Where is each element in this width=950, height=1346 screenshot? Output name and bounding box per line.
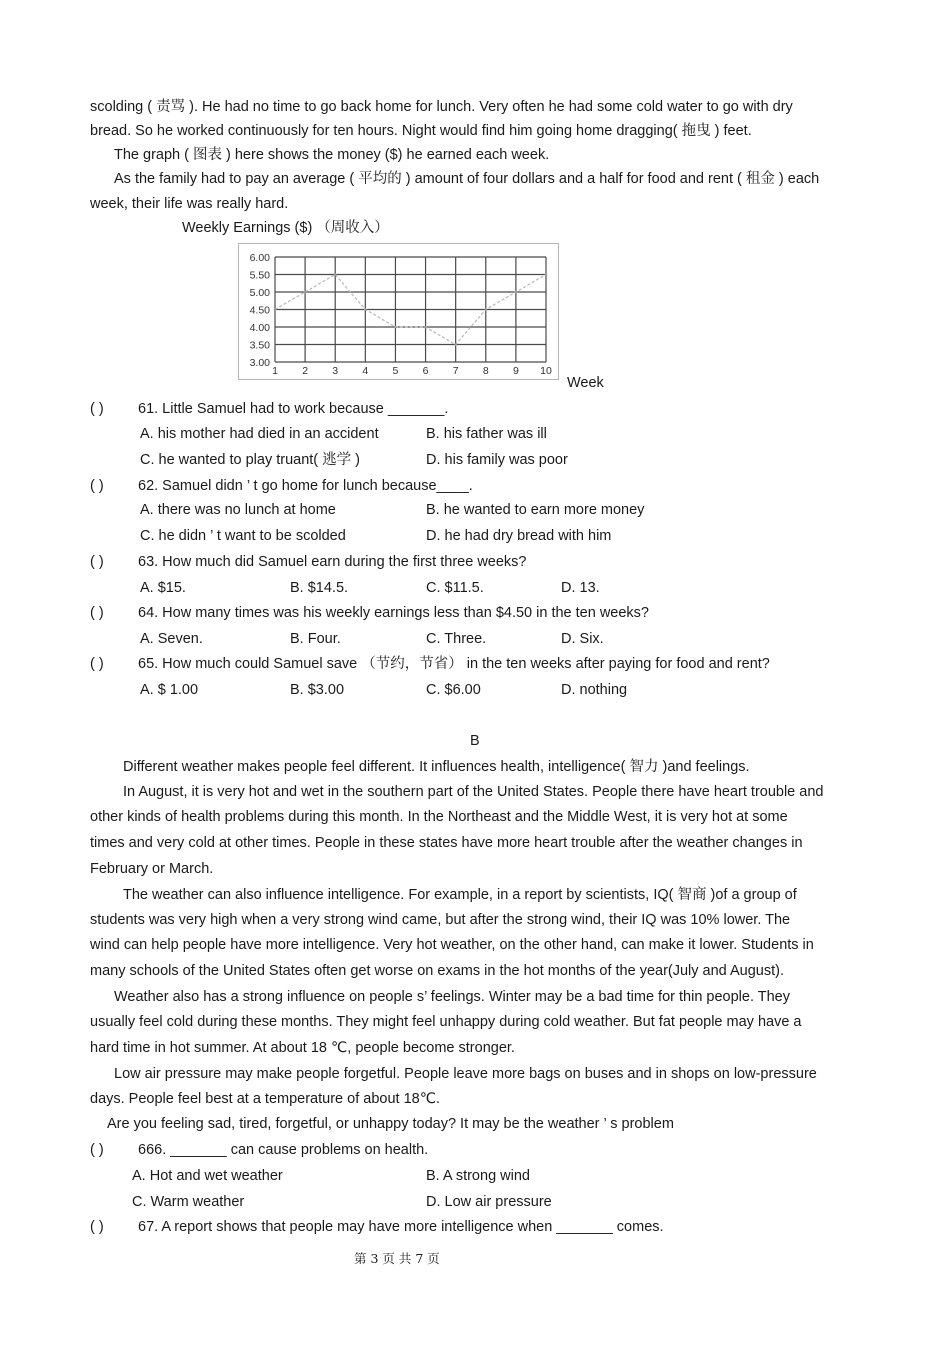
section-b-line-12: hard time in hot summer. At about 18 ℃, people become stronger. <box>90 1040 515 1056</box>
x-tick-label: 9 <box>512 365 519 377</box>
answer-option-d[interactable]: D. 13. <box>561 580 600 596</box>
answer-paren[interactable]: ( ) <box>90 1219 104 1235</box>
section-b-line-8: wind can help people have more intelligence. Very hot weather, on the other hand, can make it lower. Students in <box>90 937 814 953</box>
answer-option-c[interactable]: C. Warm weather <box>132 1194 245 1210</box>
answer-option-d[interactable]: D. he had dry bread with him <box>426 528 612 544</box>
section-b-line-1: Different weather makes people feel different. It influences health, intelligence( 智力 )and feelings. <box>123 759 750 775</box>
answer-paren[interactable]: ( ) <box>90 605 104 621</box>
data-point <box>334 273 337 276</box>
answer-option-c[interactable]: C. he wanted to play truant( 逃学 ) <box>140 452 361 468</box>
answer-option-b[interactable]: B. Four. <box>290 631 341 647</box>
page-footer: 第 3 页 共 7 页 <box>354 1251 440 1266</box>
y-tick-label: 4.50 <box>249 304 270 317</box>
section-b-line-13: Low air pressure may make people forgetful. People leave more bags on buses and in shops on low-pressure <box>114 1066 817 1082</box>
data-point <box>424 326 427 329</box>
data-point <box>304 291 307 294</box>
answer-option-b[interactable]: B. $14.5. <box>290 580 349 596</box>
data-point <box>454 343 457 346</box>
question-stem: 666. _______ can cause problems on health. <box>138 1142 429 1158</box>
answer-option-a[interactable]: A. $15. <box>140 580 186 596</box>
section-b-line-2: In August, it is very hot and wet in the southern part of the United States. People there have heart trouble and <box>123 784 824 800</box>
y-tick-label: 3.50 <box>249 339 270 352</box>
x-tick-label: 6 <box>422 365 429 377</box>
answer-paren[interactable]: ( ) <box>90 1142 104 1158</box>
passage-a-line-5: week, their life was really hard. <box>90 196 289 212</box>
x-tick-label: 8 <box>482 365 489 377</box>
question-stem: 67. A report shows that people may have more intelligence when _______ comes. <box>138 1219 664 1235</box>
answer-option-a[interactable]: A. there was no lunch at home <box>140 502 336 518</box>
answer-option-d[interactable]: D. Low air pressure <box>426 1194 552 1210</box>
answer-option-a[interactable]: A. $ 1.00 <box>140 682 199 698</box>
data-point <box>394 326 397 329</box>
section-b-line-6: The weather can also influence intelligence. For example, in a report by scientists, IQ( 智商 )of a group of <box>123 887 797 903</box>
chart-x-label: Week <box>567 375 604 391</box>
section-b-line-15: Are you feeling sad, tired, forgetful, or unhappy today? It may be the weather ’ s problem <box>107 1116 674 1132</box>
chart-title: Weekly Earnings ($) （周收入） <box>182 220 389 236</box>
y-tick-label: 5.00 <box>249 287 270 299</box>
data-point <box>364 308 367 311</box>
x-tick-label: 1 <box>272 365 278 377</box>
section-b-line-3: other kinds of health problems during this month. In the Northeast and the Middle West, it is very hot at some <box>90 809 788 825</box>
answer-option-a[interactable]: A. Hot and wet weather <box>132 1168 283 1184</box>
data-point <box>274 308 277 311</box>
x-tick-label: 7 <box>452 365 459 377</box>
passage-a-line-4: As the family had to pay an average ( 平均的 ) amount of four dollars and a half for food and rent ( 租金 ) each <box>114 171 820 187</box>
answer-option-a[interactable]: A. his mother had died in an accident <box>140 426 379 442</box>
answer-paren[interactable]: ( ) <box>90 656 104 672</box>
section-b-line-10: Weather also has a strong influence on people s’ feelings. Winter may be a bad time for thin people. They <box>114 989 790 1005</box>
answer-paren[interactable]: ( ) <box>90 401 104 417</box>
section-b-line-14: days. People feel best at a temperature of about 18℃. <box>90 1091 441 1107</box>
answer-option-d[interactable]: D. nothing <box>561 682 628 698</box>
question-stem: 62. Samuel didn ’ t go home for lunch because____. <box>138 478 473 494</box>
passage-a-line-2: bread. So he worked continuously for ten hours. Night would find him going home dragging( 拖曳 ) feet. <box>90 123 752 139</box>
data-point <box>484 308 487 311</box>
y-tick-label: 3.00 <box>249 357 270 369</box>
x-tick-label: 5 <box>392 365 399 377</box>
answer-option-d[interactable]: D. Six. <box>561 631 604 647</box>
x-tick-label: 3 <box>332 365 339 377</box>
question-stem: 61. Little Samuel had to work because _______. <box>138 401 449 417</box>
answer-option-b[interactable]: B. $3.00 <box>290 682 345 698</box>
passage-a-line-1: scolding ( 责骂 ). He had no time to go back home for lunch. Very often he had some cold water to go with dry <box>90 99 793 115</box>
question-stem: 64. How many times was his weekly earnings less than $4.50 in the ten weeks? <box>138 605 649 621</box>
section-b-line-4: times and very cold at other times. People in these states have more heart trouble after the weather changes in <box>90 835 803 851</box>
answer-option-a[interactable]: A. Seven. <box>140 631 203 647</box>
y-tick-label: 5.50 <box>249 269 270 282</box>
y-tick-label: 4.00 <box>249 322 270 334</box>
answer-option-c[interactable]: C. he didn ’ t want to be scolded <box>140 528 346 544</box>
answer-option-b[interactable]: B. he wanted to earn more money <box>426 502 645 518</box>
x-tick-label: 10 <box>540 365 552 377</box>
section-b-line-5: February or March. <box>90 861 214 877</box>
answer-paren[interactable]: ( ) <box>90 478 104 494</box>
section-b-line-7: students was very high when a very strong wind came, but after the strong wind, their IQ was 10% lower. The <box>90 912 791 928</box>
section-b-line-9: many schools of the United States often get worse on exams in the hot months of the year(July and August). <box>90 963 784 979</box>
x-tick-label: 2 <box>302 365 309 377</box>
answer-option-d[interactable]: D. his family was poor <box>426 452 568 468</box>
question-stem: 63. How much did Samuel earn during the first three weeks? <box>138 554 527 570</box>
answer-option-c[interactable]: C. Three. <box>426 631 487 647</box>
passage-a-line-3: The graph ( 图表 ) here shows the money ($) he earned each week. <box>114 147 550 163</box>
data-point <box>545 273 548 276</box>
data-point <box>515 291 518 294</box>
section-b-heading: B <box>470 733 480 749</box>
answer-paren[interactable]: ( ) <box>90 554 104 570</box>
y-tick-label: 6.00 <box>249 252 270 264</box>
answer-option-c[interactable]: C. $11.5. <box>426 580 484 596</box>
weekly-earnings-chart <box>238 243 560 381</box>
question-stem: 65. How much could Samuel save （节约，节省） in the ten weeks after paying for food and rent? <box>138 656 770 672</box>
x-tick-label: 4 <box>362 365 369 377</box>
answer-option-b[interactable]: B. A strong wind <box>426 1168 530 1184</box>
answer-option-c[interactable]: C. $6.00 <box>426 682 481 698</box>
answer-option-b[interactable]: B. his father was ill <box>426 426 547 442</box>
section-b-line-11: usually feel cold during these months. They might feel unhappy during cold weather. But fat people may have a <box>90 1014 802 1030</box>
